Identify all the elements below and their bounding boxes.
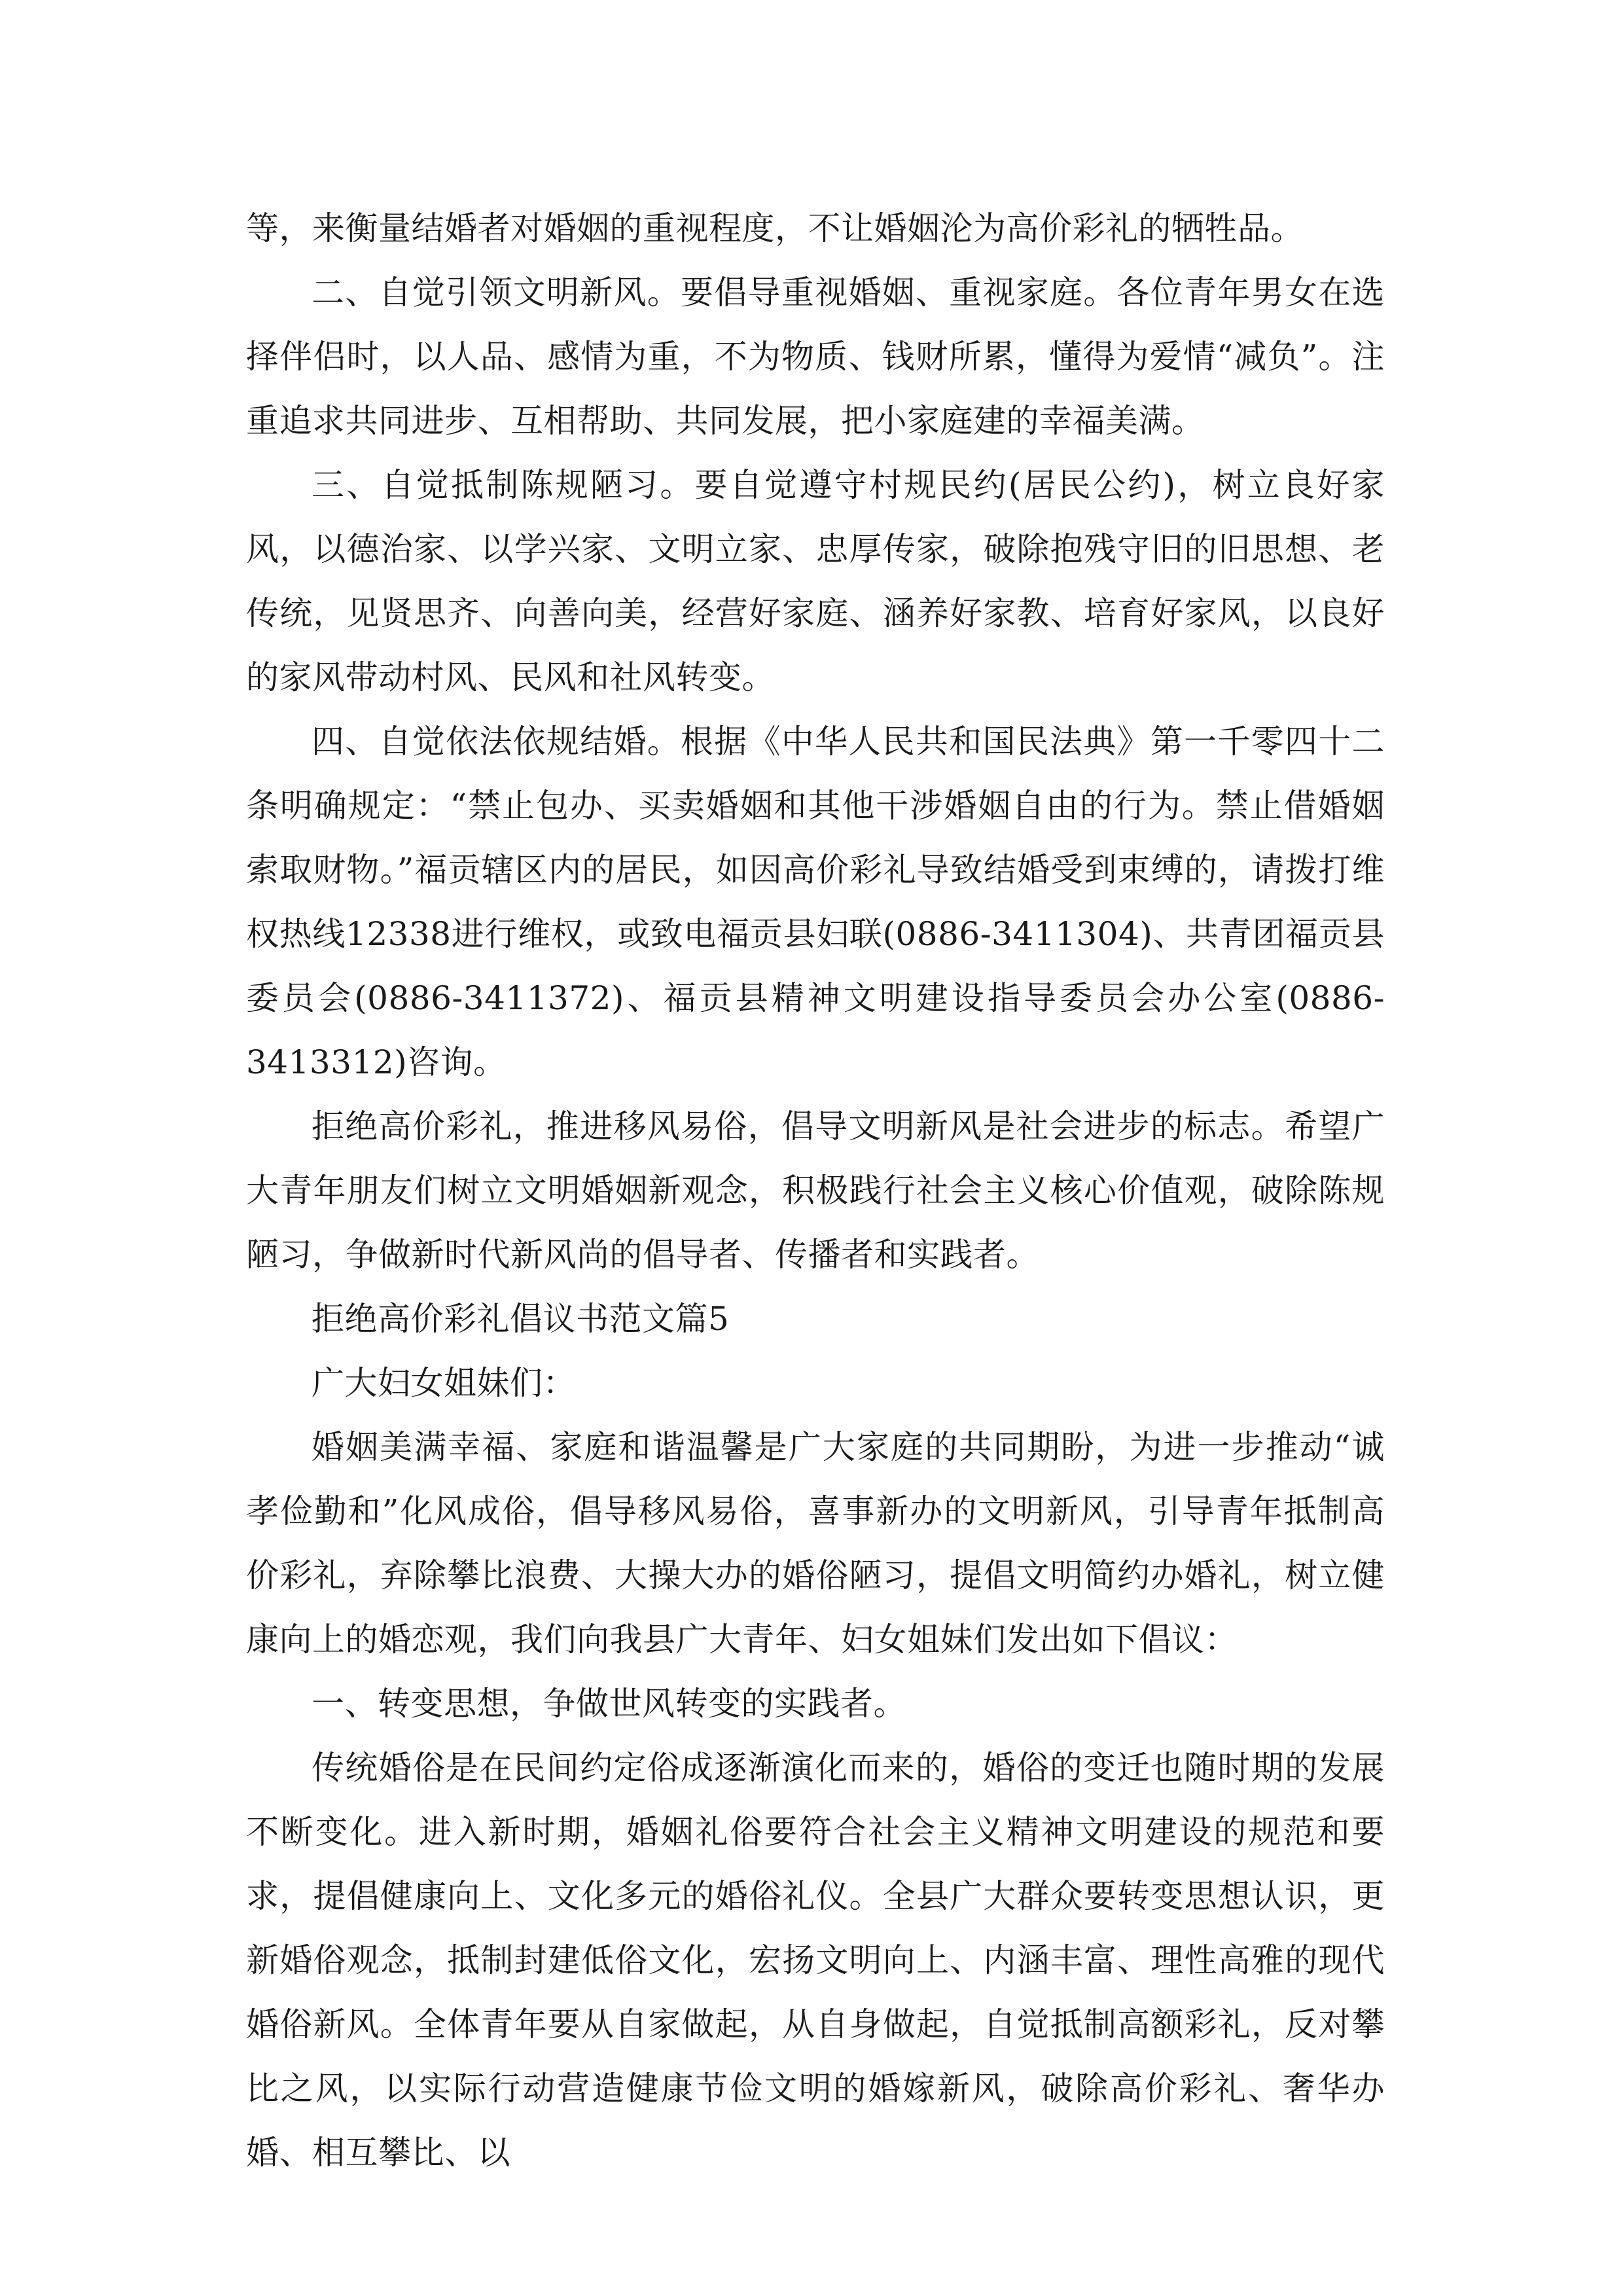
paragraph-intro: 婚姻美满幸福、家庭和谐温馨是广大家庭的共同期盼，为进一步推动“诚孝俭勤和”化风成俗，倡导移风易俗，喜事新办的文明新风，引导青年抵制高价彩礼，弃除攀比浪费、大操大办的婚俗陋习，提倡文明简约办婚礼，树立健康向上的婚恋观，我们向我县广大青年、妇女姐妹们发出如下倡议： xyxy=(246,1428,1385,1659)
section-heading: 拒绝高价彩礼倡议书范文篇5 xyxy=(312,1300,730,1338)
paragraph-continuation: 等，来衡量结婚者对婚姻的重视程度，不让婚姻沦为高价彩礼的牺牲品。 xyxy=(246,209,1304,247)
document-body xyxy=(246,196,1385,2185)
paragraph-conclusion: 拒绝高价彩礼，推进移风易俗，倡导文明新风是社会进步的标志。希望广大青年朋友们树立文明婚姻新观念，积极践行社会主义核心价值观，破除陈规陋习，争做新时代新风尚的倡导者、传播者和实践者。 xyxy=(246,1107,1385,1274)
paragraph-item-three: 三、自觉抵制陈规陋习。要自觉遵守村规民约(居民公约)，树立良好家风，以德治家、以学兴家、文明立家、忠厚传家，破除抱残守旧的旧思想、老传统，见贤思齐、向善向美，经营好家庭、涵养好家教、培育好家风，以良好的家风带动村风、民风和社风转变。 xyxy=(246,466,1385,696)
subheading-one: 一、转变思想，争做世风转变的实践者。 xyxy=(312,1685,906,1723)
paragraph-item-two: 二、自觉引领文明新风。要倡导重视婚姻、重视家庭。各位青年男女在选择伴侣时，以人品、感情为重，不为物质、钱财所累，懂得为爱情“减负”。注重追求共同进步、互相帮助、共同发展，把小家庭建的幸福美满。 xyxy=(246,274,1385,440)
salutation: 广大妇女姐妹们： xyxy=(312,1364,576,1402)
paragraph-body: 传统婚俗是在民间约定俗成逐渐演化而来的，婚俗的变迁也随时期的发展不断变化。进入新时期，婚姻礼俗要符合社会主义精神文明建设的规范和要求，提倡健康向上、文化多元的婚俗礼仪。全县广大群众要转变思想认识，更新婚俗观念，抵制封建低俗文化，宏扬文明向上、内涵丰富、理性高雅的现代婚俗新风。全体青年要从自家做起，从自身做起，自觉抵制高额彩礼，反对攀比之风，以实际行动营造健康节俭文明的婚嫁新风，破除高价彩礼、奢华办婚、相互攀比、以 xyxy=(246,1749,1385,2172)
paragraph-item-four: 四、自觉依法依规结婚。根据《中华人民共和国民法典》第一千零四十二条明确规定：“禁止包办、买卖婚姻和其他干涉婚姻自由的行为。禁止借婚姻索取财物。”福贡辖区内的居民，如因高价彩礼导致结婚受到束缚的，请拨打维权热线12338进行维权，或致电福贡县妇联(0886-3411304)、共青团福贡县委员会(0886-3411372)、福贡县精神文明建设指导委员会办公室(0886-3413312)咨询。 xyxy=(246,723,1385,1081)
